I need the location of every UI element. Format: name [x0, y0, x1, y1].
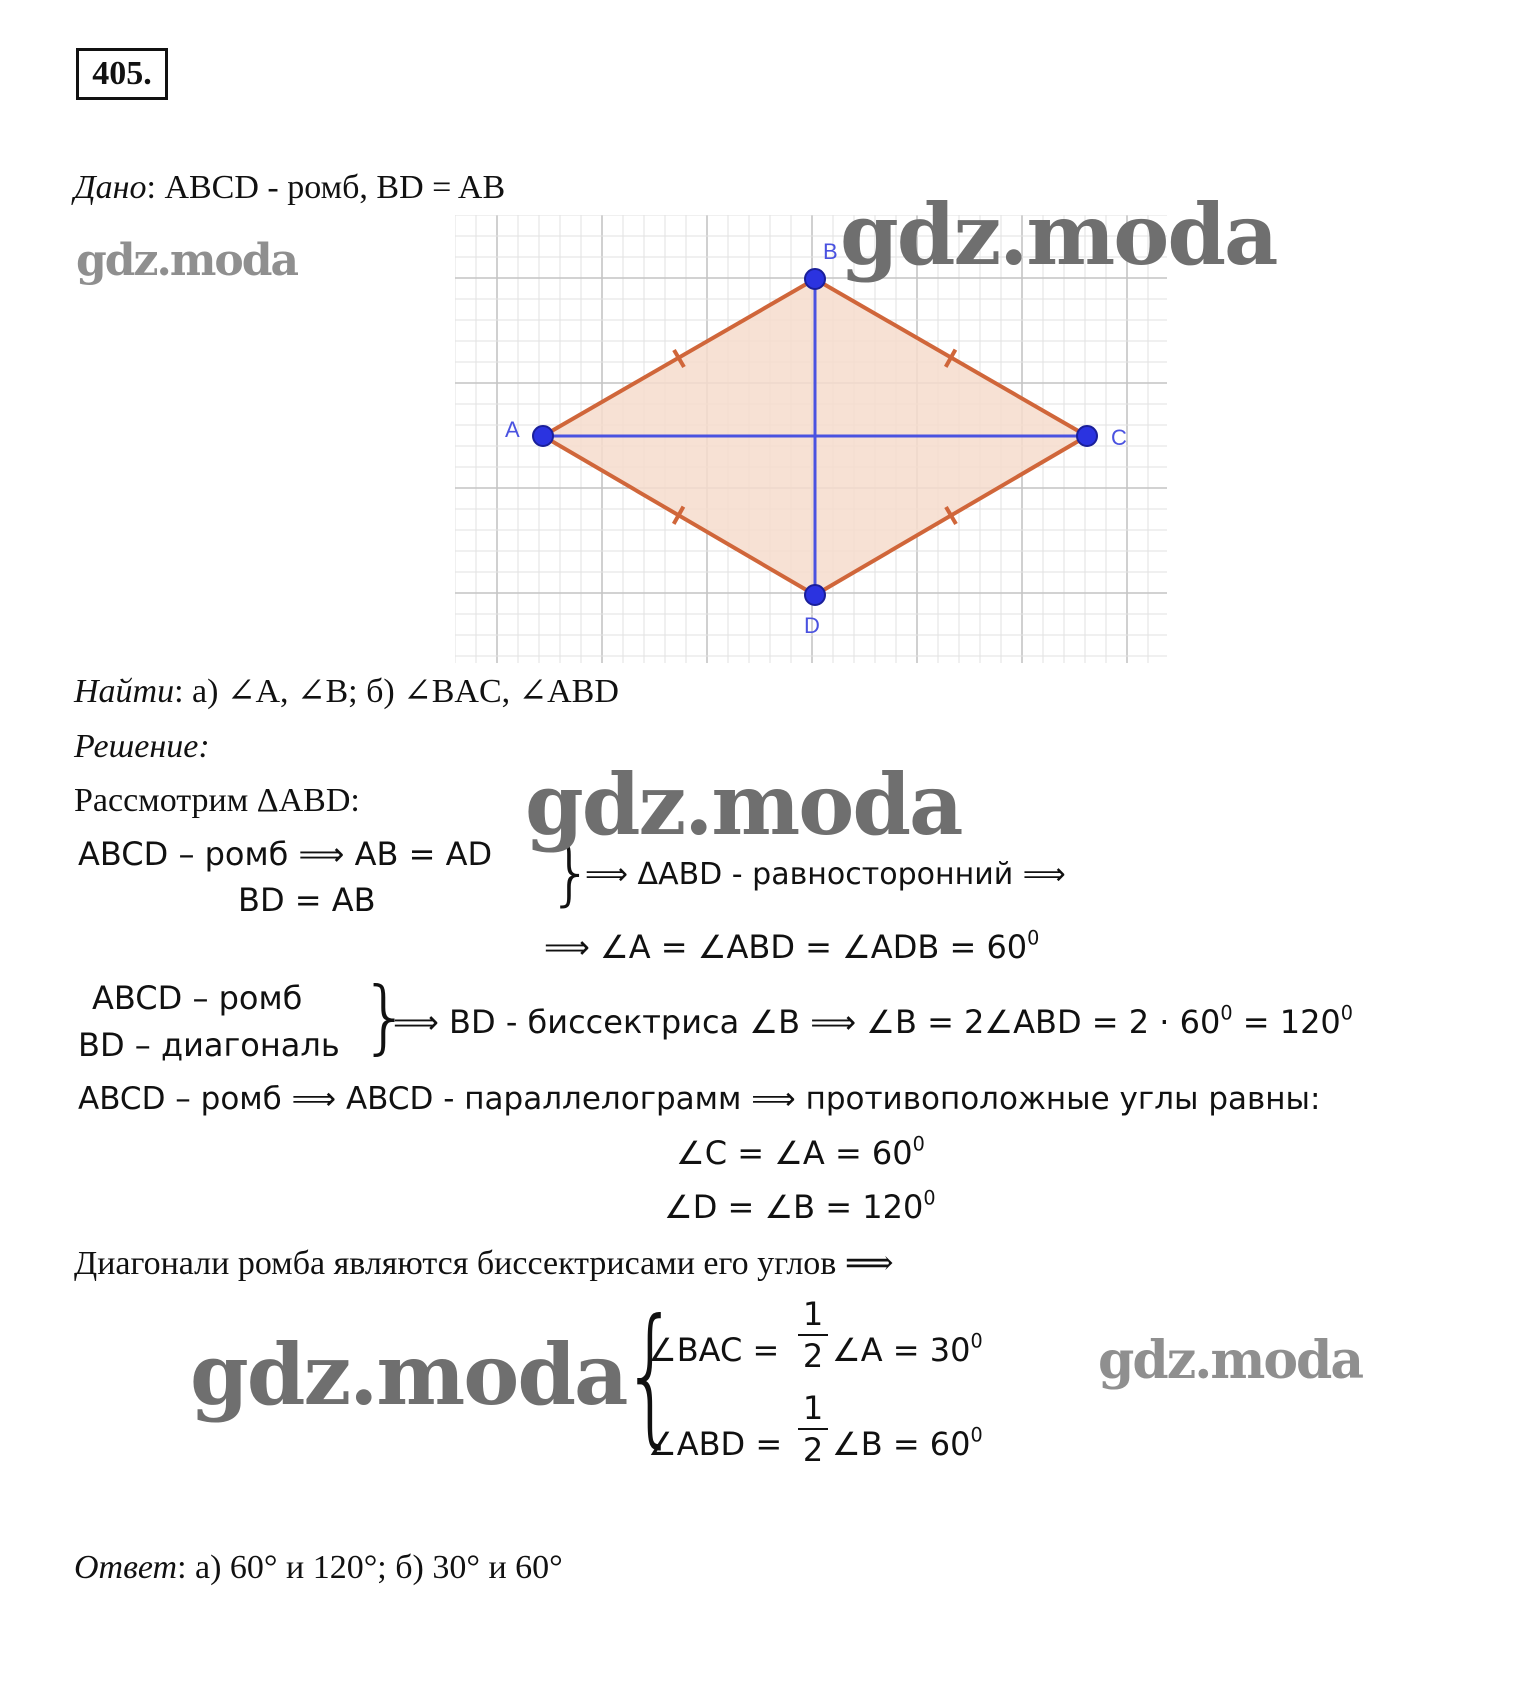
- given-label: Дано: [74, 169, 147, 206]
- find-line: [74, 672, 619, 712]
- step1-result: ⟹ ΔABD - равносторонний ⟹: [585, 857, 1066, 892]
- eq-angle-d-text: ∠D = ∠B = 120: [664, 1188, 924, 1226]
- watermark: gdz.moda: [840, 185, 1277, 284]
- point-a: [533, 426, 553, 446]
- fraction-2-num: 1: [802, 1389, 824, 1427]
- degree-sup: 0: [923, 1186, 936, 1210]
- step1-conclusion: [544, 927, 1039, 967]
- eq-angle-c: [676, 1133, 925, 1173]
- step1-line2: BD = AB: [238, 881, 376, 919]
- problem-number: 405.: [76, 48, 168, 100]
- label-a: A: [505, 417, 520, 442]
- fraction-1-num: 1: [802, 1295, 824, 1333]
- answer-text: : а) 60° и 120°; б) 30° и 60°: [177, 1549, 563, 1586]
- system-brace: {: [622, 1288, 680, 1462]
- system-eq1-left: ∠BAC =: [648, 1331, 780, 1369]
- step3-line: ABCD – ромб ⟹ ABCD - параллелограмм ⟹ противоположные углы равны:: [78, 1081, 1321, 1117]
- system-eq2-right-text: ∠B = 60: [832, 1425, 971, 1463]
- watermark: gdz.moda: [76, 235, 298, 286]
- given-text: : ABCD - ромб, BD = AB: [146, 169, 506, 206]
- fraction-1-bar: [798, 1334, 828, 1336]
- eq-angle-d: [664, 1187, 936, 1227]
- system-eq1-right-text: ∠A = 30: [832, 1331, 971, 1369]
- find-text: : а) ∠A, ∠B; б) ∠BAC, ∠ABD: [174, 673, 619, 710]
- eq-angle-c-text: ∠C = ∠A = 60: [676, 1134, 913, 1172]
- degree-sup: 0: [970, 1329, 983, 1353]
- solution-label-text: Решение: [74, 728, 199, 765]
- fraction-2: [798, 1390, 828, 1468]
- fraction-2-bar: [798, 1428, 828, 1430]
- label-b: B: [823, 239, 838, 264]
- point-c: [1077, 426, 1097, 446]
- step2-result: [393, 1002, 1353, 1042]
- diagonals: [543, 279, 1087, 595]
- degree-sup: 0: [970, 1423, 983, 1447]
- degree-sup: 0: [912, 1132, 925, 1156]
- degree-sup: 0: [1340, 1001, 1353, 1025]
- system-eq2-left: ∠ABD =: [648, 1425, 783, 1463]
- step1-conclusion-text: ⟹ ∠A = ∠ABD = ∠ADB = 60: [544, 928, 1028, 966]
- solution-label: [74, 727, 210, 767]
- consider-line: Рассмотрим ΔABD:: [74, 782, 360, 819]
- label-c: C: [1111, 425, 1127, 450]
- degree-sup: 0: [1220, 1001, 1233, 1025]
- step1-line1: ABCD – ромб ⟹ AB = AD: [78, 835, 493, 873]
- step1-brace: }: [548, 830, 594, 914]
- system-eq1-right: [832, 1330, 983, 1370]
- diagonals-line: Диагонали ромба являются биссектрисами его углов ⟹: [74, 1245, 894, 1282]
- solution-label-suffix: :: [198, 728, 210, 765]
- point-b: [805, 269, 825, 289]
- label-d: D: [804, 613, 820, 638]
- answer-line: [74, 1548, 563, 1588]
- step2-result-text: ⟹ BD - биссектриса ∠B ⟹ ∠B = 2∠ABD = 2 · 60: [393, 1003, 1221, 1041]
- point-d: [805, 585, 825, 605]
- fraction-1: [798, 1296, 828, 1374]
- system-eq2-right: [832, 1424, 983, 1464]
- watermark: gdz.moda: [525, 755, 962, 854]
- watermark: gdz.moda: [1098, 1330, 1363, 1391]
- find-label: Найти: [74, 673, 175, 710]
- step2-result-end: = 120: [1232, 1003, 1341, 1041]
- fraction-2-den: 2: [802, 1431, 824, 1469]
- answer-label: Ответ: [74, 1549, 178, 1586]
- given-line: [74, 168, 505, 208]
- step2-brace: }: [360, 970, 411, 1063]
- fraction-1-den: 2: [802, 1337, 824, 1375]
- step2-line1: ABCD – ромб: [92, 979, 303, 1017]
- watermark: gdz.moda: [190, 1325, 627, 1424]
- degree-sup: 0: [1027, 926, 1040, 950]
- step2-line2: BD – диагональ: [78, 1026, 340, 1064]
